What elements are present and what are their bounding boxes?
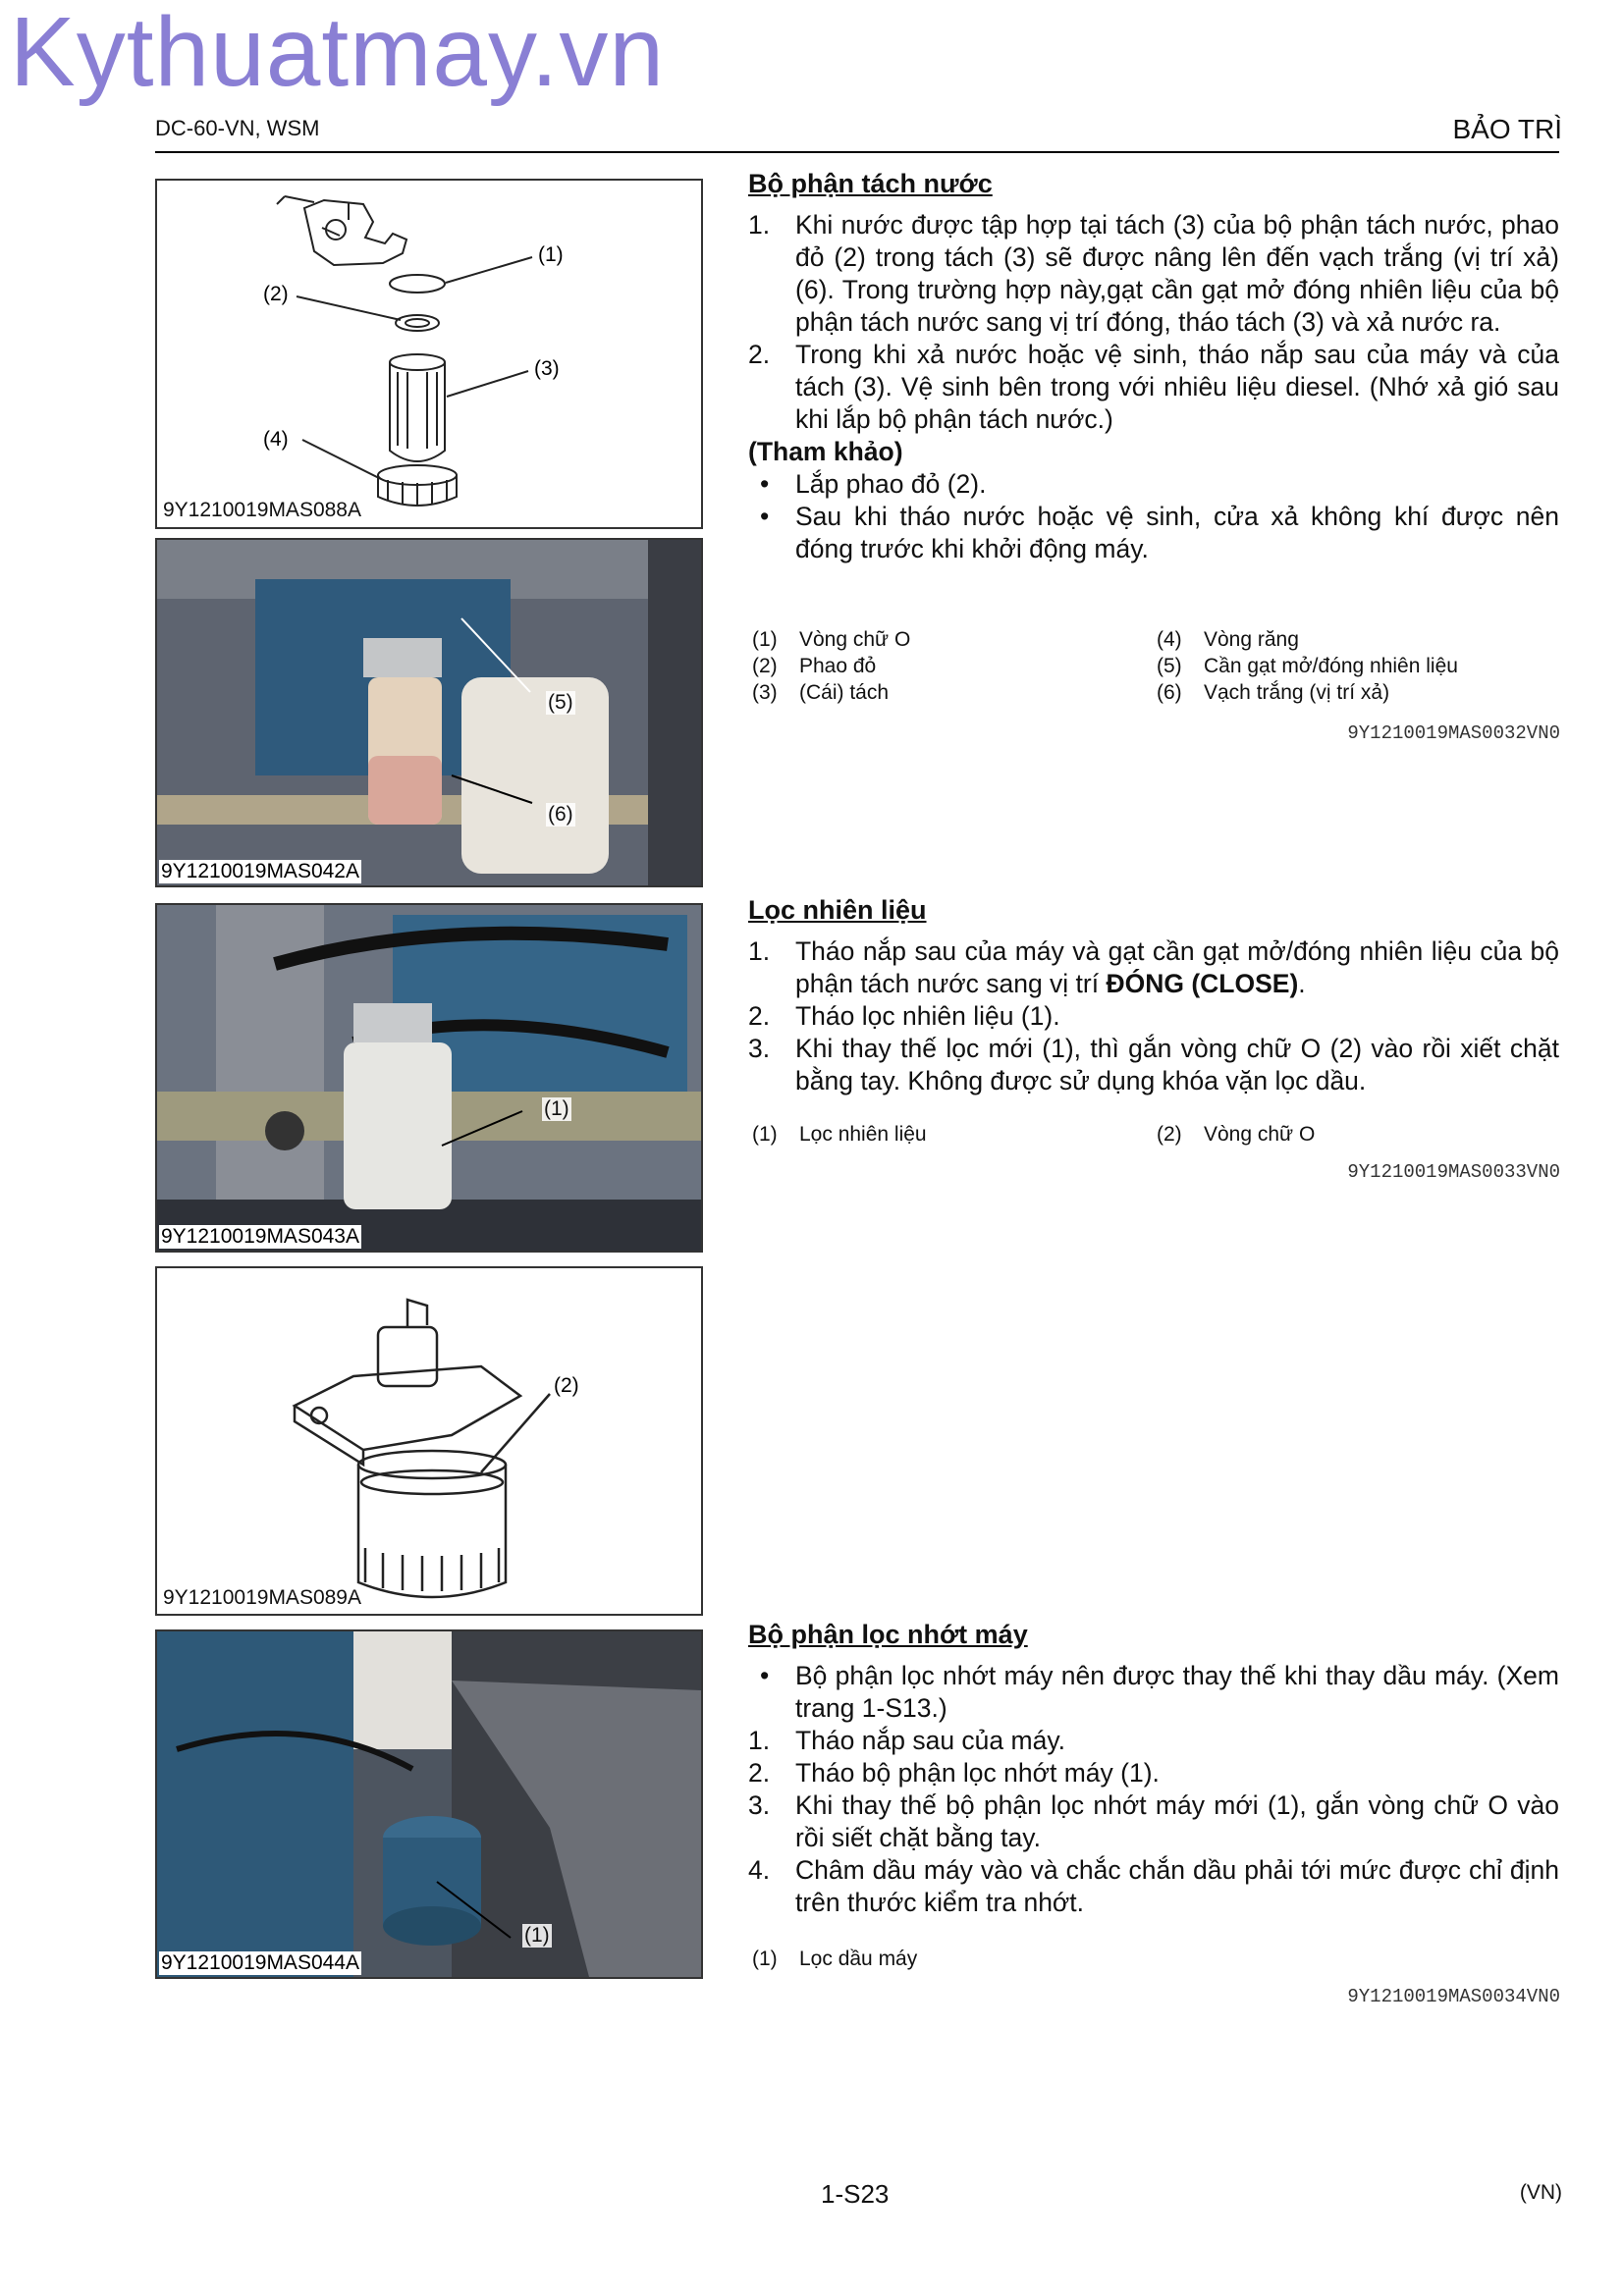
fig2-code: 9Y1210019MAS042A — [161, 860, 359, 882]
header-section: BẢO TRÌ — [1452, 114, 1562, 144]
section-oil-filter — [748, 1620, 1559, 1919]
legend-item: (4) Vòng răng — [1157, 628, 1299, 651]
legend-item: (2) Phao đỏ — [752, 655, 877, 677]
fig3-callout-1: (1) — [544, 1097, 569, 1120]
fig1-callout-4: (4) — [263, 428, 289, 451]
section2-code: 9Y1210019MAS0033VN0 — [1347, 1161, 1560, 1183]
section2-step-1: 1. Tháo nắp sau của máy và gạt cần gạt mở/đóng nhiên liệu của bộ phận tách nước sang vị trí ĐÓNG (CLOSE). — [748, 936, 1559, 998]
legend-item: (1) Vòng chữ O — [752, 628, 911, 651]
oil-filter-photo — [157, 1631, 701, 1977]
section1-legend-left — [752, 628, 910, 705]
photo-fuel-filter — [155, 903, 703, 1253]
fig1-callout-3: (3) — [534, 357, 560, 380]
section1-step-1: 1. Khi nước được tập hợp tại tách (3) của bộ phận tách nước, phao đỏ (2) trong tách (3) sẽ được nâng lên đến vạch trắng (vị trí xả) (6). Trong trường hợp này,gạt cần gạt mở đóng nhiên liệu của bộ phận tách nước sang vị trí đóng, tháo tách (3) và xả nước ra. — [748, 210, 1559, 337]
section2-step-2: 2. Tháo lọc nhiên liệu (1). — [748, 1001, 1060, 1031]
fig4-code: 9Y1210019MAS089A — [163, 1586, 361, 1609]
fig1-code: 9Y1210019MAS088A — [163, 499, 361, 521]
figure-fuel-filter-drawing — [155, 1266, 703, 1616]
watermark-logo: Kythuatmay.vn — [10, 0, 666, 107]
section3-step-3: 3. Khi thay thế bộ phận lọc nhớt máy mới (1), gắn vòng chữ O vào rồi siết chặt bằng tay. — [748, 1790, 1559, 1852]
section3-title: Bộ phận lọc nhớt máy — [748, 1620, 1028, 1649]
section3-legend: (1) Lọc dầu máy — [752, 1948, 918, 1970]
section1-ref-title: (Tham khảo) — [748, 437, 903, 466]
section2-legend-right: (2) Vòng chữ O — [1157, 1123, 1316, 1146]
photo-oil-filter — [155, 1629, 703, 1979]
section1-bullet-1: • Lắp phao đỏ (2). — [760, 469, 987, 499]
section1-bullet-2: • Sau khi tháo nước hoặc vệ sinh, cửa xả không khí được nên đóng trước khi khởi động máy. — [760, 502, 1559, 563]
section1-step-2: 2. Trong khi xả nước hoặc vệ sinh, tháo nắp sau của máy và của tách (3). Vệ sinh bên trong với nhiêu liệu diesel. (Nhớ xả gió sau khi lắp bộ phận tách nước.) — [748, 340, 1559, 434]
section2-title: Lọc nhiên liệu — [748, 895, 927, 925]
section1-bullets — [748, 468, 1559, 565]
legend-item: (6) Vạch trắng (vị trí xả) — [1157, 681, 1390, 704]
figure-water-separator-exploded — [155, 179, 703, 529]
water-separator-photo — [157, 540, 701, 885]
section1-code: 9Y1210019MAS0032VN0 — [1347, 722, 1560, 744]
section2-steps — [748, 935, 1559, 1097]
section3-steps — [748, 1660, 1559, 1919]
fig5-callout-1: (1) — [524, 1924, 550, 1947]
fig1-callout-1: (1) — [538, 243, 564, 266]
section3-code: 9Y1210019MAS0034VN0 — [1347, 1986, 1560, 2007]
page-number: 1-S23 — [821, 2179, 890, 2209]
section3-step-2: 2. Tháo bộ phận lọc nhớt máy (1). — [748, 1758, 1160, 1788]
fig1-callout-2: (2) — [263, 283, 289, 305]
section3-step-4: 4. Châm dầu máy vào và chắc chắn dầu phải tới mức được chỉ định trên thước kiểm tra nhớt. — [748, 1855, 1559, 1917]
legend-item: (3) (Cái) tách — [752, 681, 890, 704]
section3-step-1: 1. Tháo nắp sau của máy. — [748, 1726, 1065, 1755]
section1-title: Bộ phận tách nước — [748, 169, 993, 198]
header-rule — [155, 151, 1559, 153]
fuel-filter-photo — [157, 905, 701, 1251]
fig4-callout-2: (2) — [554, 1374, 579, 1397]
section3-bullet: • Bộ phận lọc nhớt máy nên được thay thế khi thay dầu máy. (Xem trang 1-S13.) — [760, 1661, 1559, 1723]
section2-step-3: 3. Khi thay thế lọc mới (1), thì gắn vòng chữ O (2) vào rồi xiết chặt bằng tay. Không được sử dụng khóa vặn lọc dầu. — [748, 1034, 1559, 1095]
section1-legend-right — [1157, 628, 1458, 705]
section2-legend-left: (1) Lọc nhiên liệu — [752, 1123, 927, 1146]
fuel-filter-drawing — [157, 1268, 701, 1614]
water-separator-drawing — [157, 181, 701, 527]
fig2-callout-6: (6) — [548, 803, 573, 826]
legend-item: (5) Cần gạt mở/đóng nhiên liệu — [1157, 655, 1458, 677]
header-doc-id: DC-60-VN, WSM — [155, 116, 320, 140]
fig5-code: 9Y1210019MAS044A — [161, 1951, 359, 1974]
section1-steps — [748, 209, 1559, 436]
language-tag: (VN) — [1519, 2181, 1562, 2204]
section-fuel-filter — [748, 895, 1559, 1097]
fig3-code: 9Y1210019MAS043A — [161, 1225, 359, 1248]
fig2-callout-5: (5) — [548, 691, 573, 714]
section-water-separator — [748, 169, 1559, 565]
photo-water-separator — [155, 538, 703, 887]
